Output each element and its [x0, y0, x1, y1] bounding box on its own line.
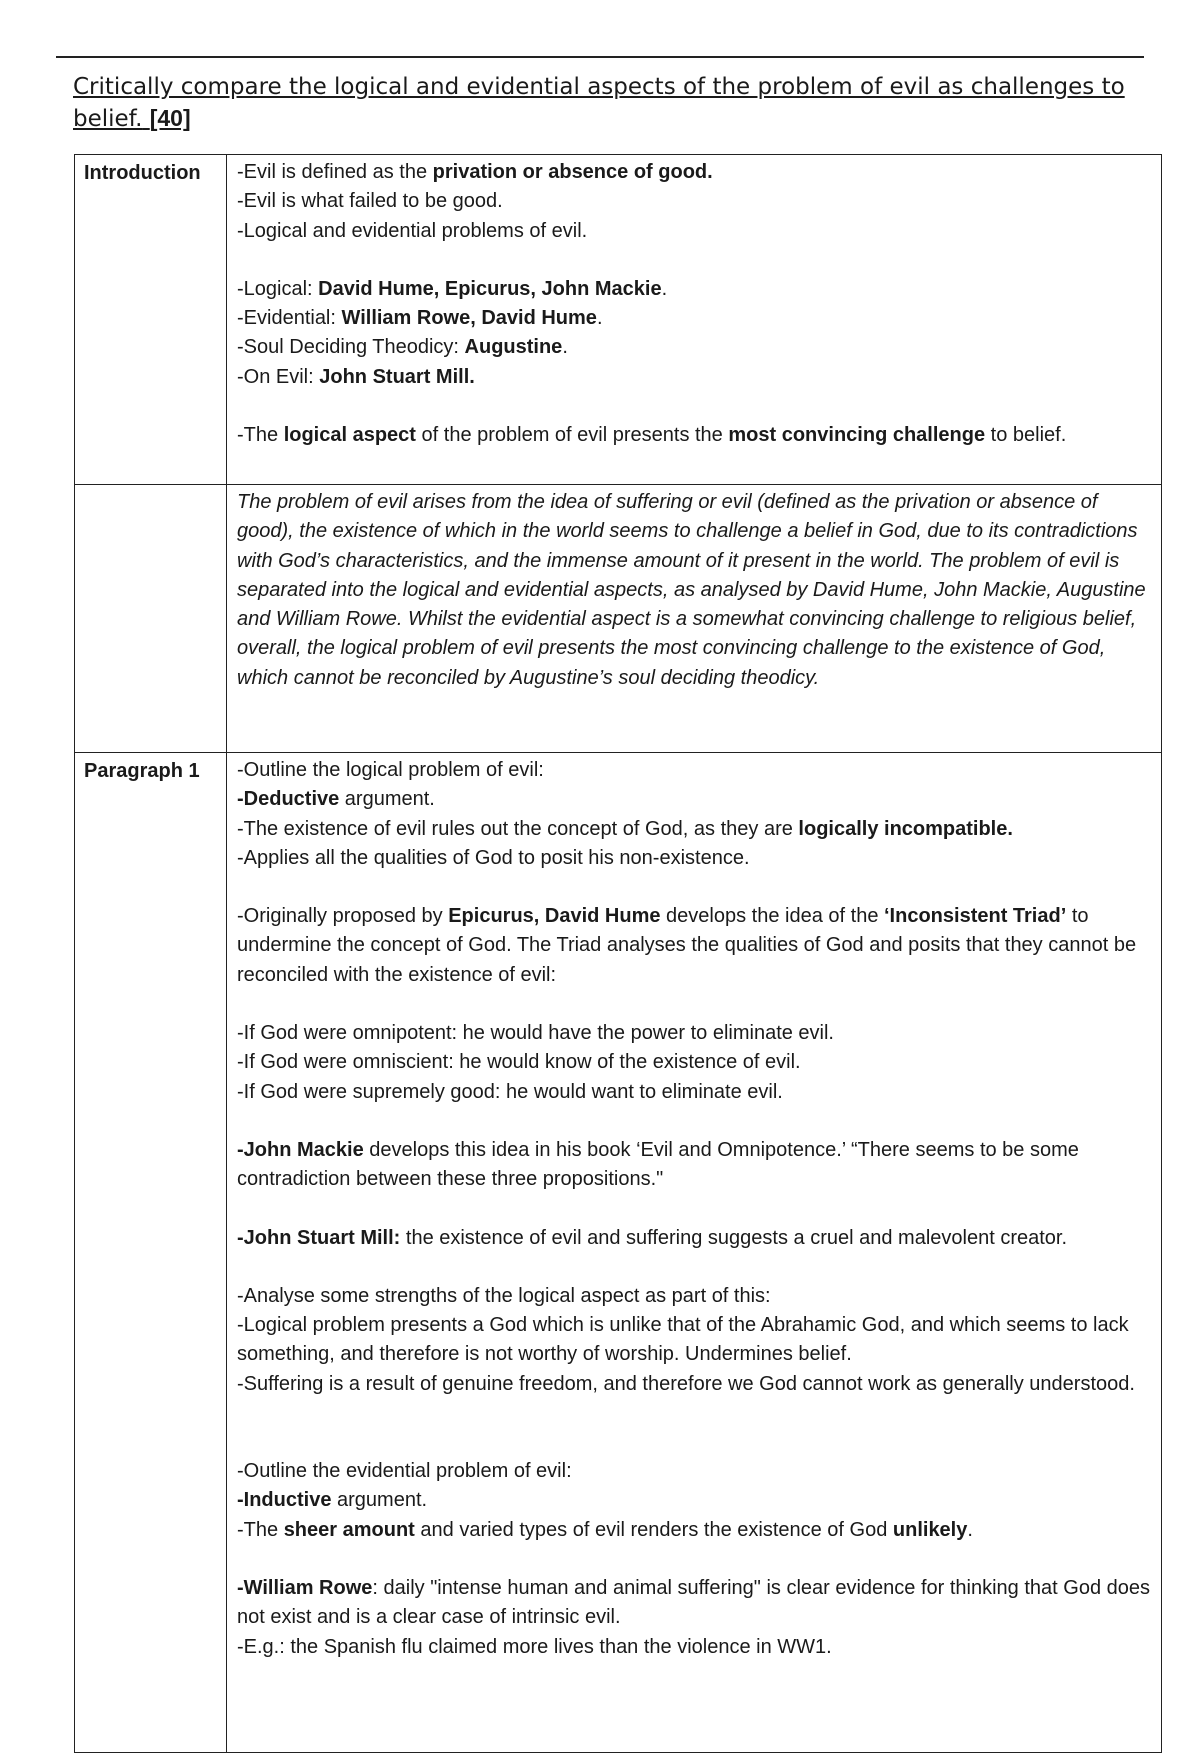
question-marks: [40] — [149, 105, 191, 131]
list-item: -John Stuart Mill: the existence of evil and suffering suggests a cruel and malevolent creator. — [237, 1226, 1068, 1249]
paragraph-1-notes — [227, 753, 1162, 1753]
top-rule — [56, 56, 1144, 58]
list-item: -Originally proposed by Epicurus, David Hume develops the idea of the ‘Inconsistent Triad’ to undermine the concept of God. The Triad analyses the qualities of God and posits that they cannot be reconciled with the existence of evil: — [237, 905, 1137, 986]
introduction-row — [75, 155, 1162, 485]
list-item: -If God were omnipotent: he would have the power to eliminate evil. — [237, 1022, 834, 1045]
thesis-line: -The logical aspect of the problem of evil presents the most convincing challenge to belief. — [237, 424, 1067, 447]
list-item: -E.g.: the Spanish flu claimed more lives than the violence in WW1. — [237, 1635, 832, 1658]
list-item: -Outline the evidential problem of evil: — [237, 1460, 572, 1483]
list-item: -The existence of evil rules out the concept of God, as they are logically incompatible. — [237, 817, 1013, 840]
list-item: -Outline the logical problem of evil: — [237, 759, 544, 781]
list-item: -Evidential: William Rowe, David Hume. — [237, 307, 603, 330]
list-item: -Suffering is a result of genuine freedom, and therefore we God cannot work as generally understood. — [237, 1372, 1135, 1395]
list-item: -Logical: David Hume, Epicurus, John Mackie. — [237, 277, 668, 300]
row-label-paragraph-1: Paragraph 1 — [75, 753, 227, 1753]
question-text: Critically compare the logical and evidential aspects of the problem of evil as challenges to belief. — [73, 74, 1125, 132]
row-label-introduction: Introduction — [75, 155, 227, 485]
list-item: -If God were omniscient: he would know of the existence of evil. — [237, 1051, 801, 1074]
paragraph-1-row — [75, 753, 1162, 1753]
list-item: -If God were supremely good: he would want to eliminate evil. — [237, 1080, 783, 1103]
list-item: -The sheer amount and varied types of evil renders the existence of God unlikely. — [237, 1518, 973, 1541]
intro-paragraph-row — [75, 485, 1162, 753]
list-item: -On Evil: John Stuart Mill. — [237, 365, 475, 388]
essay-plan-table — [74, 154, 1162, 1753]
list-item: -Applies all the qualities of God to posit his non-existence. — [237, 846, 750, 869]
introduction-notes — [227, 155, 1162, 485]
list-item: -Analyse some strengths of the logical aspect as part of this: — [237, 1284, 771, 1307]
list-item: -Logical problem presents a God which is unlike that of the Abrahamic God, and which seems to lack something, and therefore is not worthy of worship. Undermines belief. — [237, 1314, 1129, 1366]
list-item: -Soul Deciding Theodicy: Augustine. — [237, 336, 568, 359]
list-item: -Evil is what failed to be good. — [237, 190, 503, 213]
introduction-paragraph: The problem of evil arises from the idea of suffering or evil (defined as the privation or absence of good), the existence of which in the world seems to challenge a belief in God, due to its contradictions with God’s characteristics, and the immense amount of it present in the world. The problem of evil is separated into the logical and evidential aspects, as analysed by David Hume, John Mackie, Augustine and William Rowe. Whilst the evidential aspect is a somewhat convincing challenge to religious belief, overall, the logical problem of evil presents the most convincing challenge to the existence of God, which cannot be reconciled by Augustine’s soul deciding theodicy. — [237, 491, 1146, 689]
list-item: -John Mackie develops this idea in his book ‘Evil and Omnipotence.’ “There seems to be some contradiction between these three propositions." — [237, 1138, 1079, 1191]
row-label-empty — [75, 485, 227, 753]
list-item: -Deductive argument. — [237, 788, 435, 811]
list-item: -William Rowe: daily "intense human and animal suffering" is clear evidence for thinking that God does not exist and is a clear case of intrinsic evil. — [237, 1576, 1151, 1629]
list-item: -Inductive argument. — [237, 1489, 428, 1512]
essay-question — [73, 72, 1153, 135]
list-item: -Evil is defined as the privation or absence of good. — [237, 161, 713, 183]
list-item: -Logical and evidential problems of evil. — [237, 219, 588, 242]
